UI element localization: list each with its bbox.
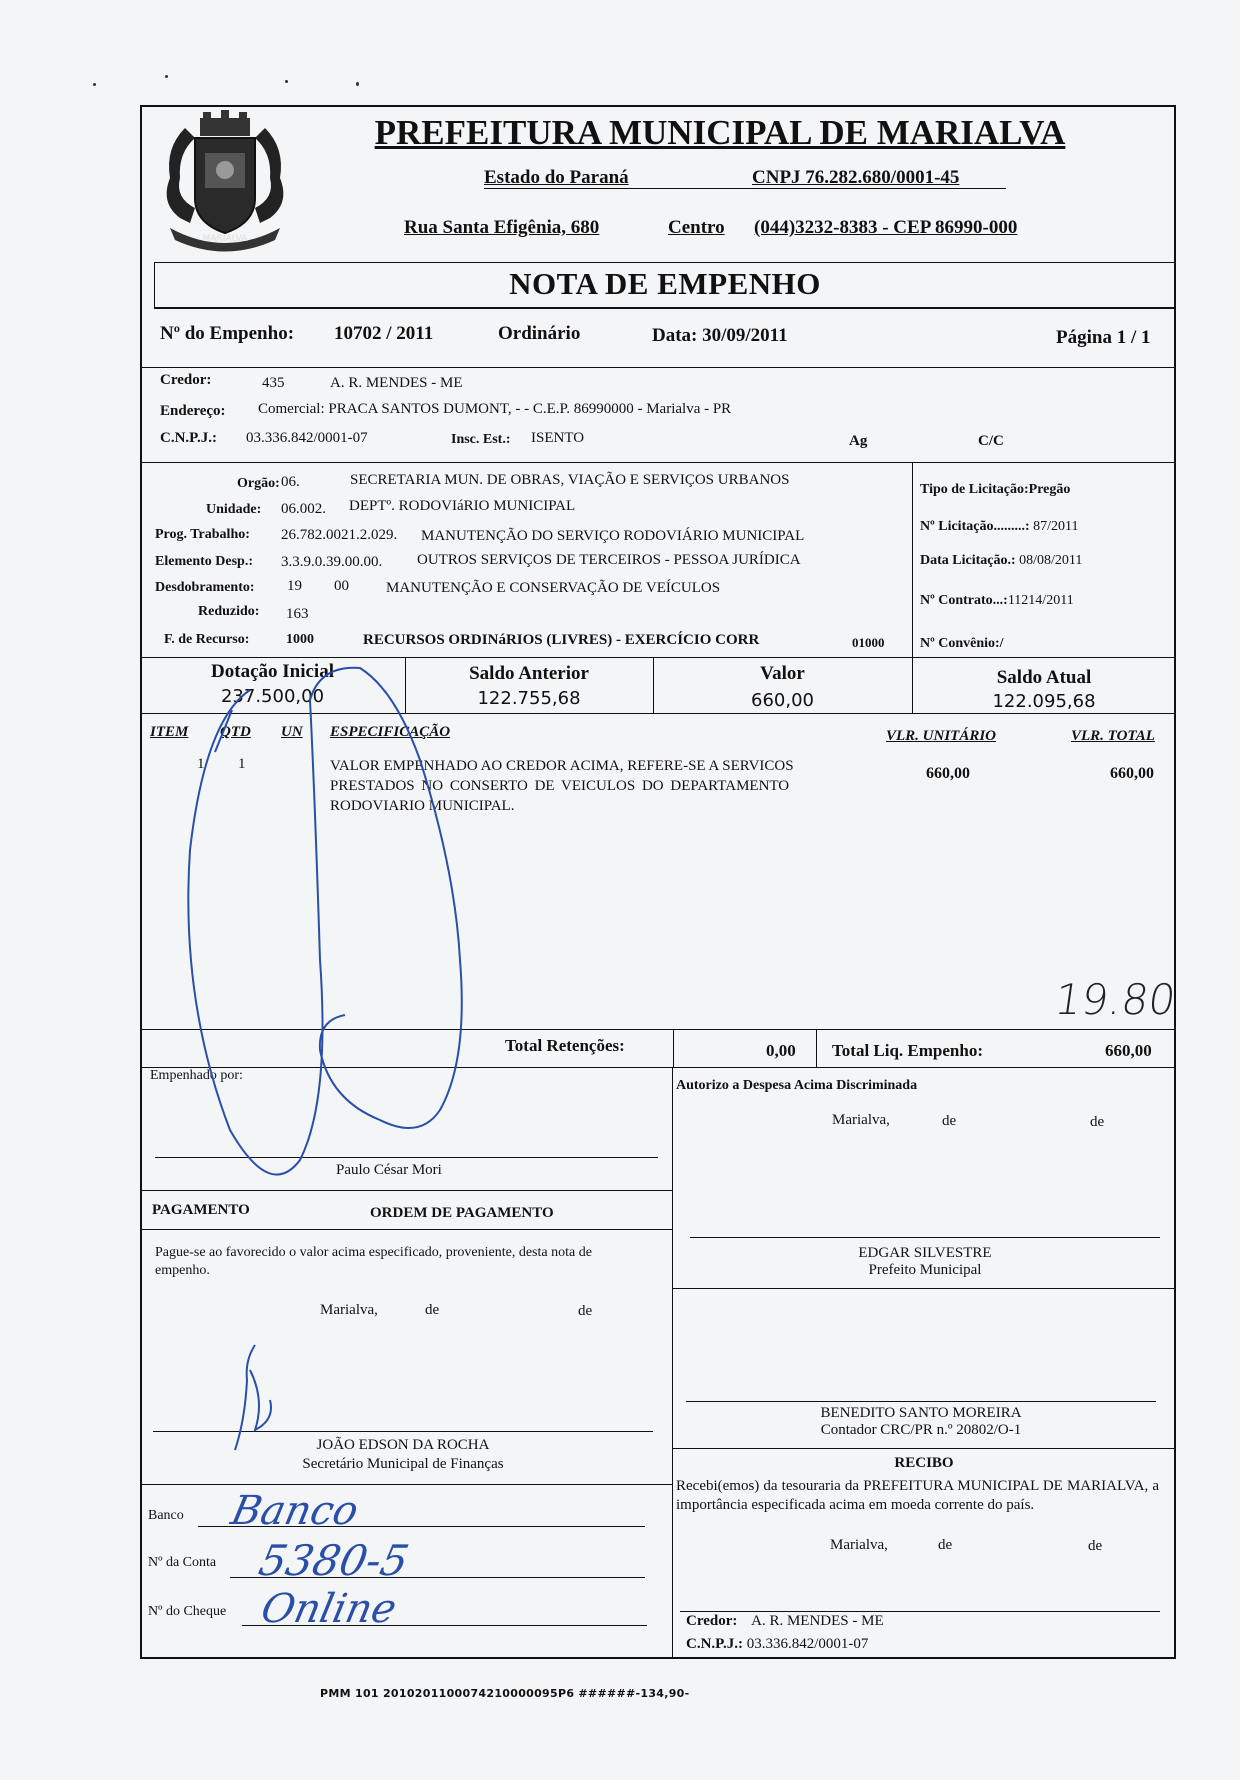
recurso-number: 01000 — [852, 635, 885, 650]
pagamento-label: PAGAMENTO — [152, 1202, 250, 1218]
coat-of-arms-icon — [150, 108, 300, 256]
autorizo-de: de — [1090, 1114, 1105, 1130]
cheque-handwritten: Online — [257, 1586, 401, 1632]
unidade-code: 06.002. — [281, 501, 326, 517]
pagamento-de: de — [578, 1303, 593, 1319]
licitacao-num-value: 87/2011 — [1033, 519, 1079, 534]
empenho-label: Nº do Empenho: — [160, 323, 295, 344]
speck — [93, 83, 96, 86]
divider — [140, 713, 1176, 714]
item-total: 660,00 — [1110, 765, 1154, 782]
saldo-atual-value: 122.095,68 — [992, 691, 1096, 712]
credor-name: A. R. MENDES - ME — [330, 375, 463, 391]
desdobramento-a: 19 — [287, 578, 302, 594]
footer-code: PMM 101 2010201100074210000095P6 ######-134,90- — [320, 1687, 690, 1700]
autorizo-de: de — [942, 1113, 957, 1129]
recibo-cnpj-value: 03.336.842/0001-07 — [746, 1636, 869, 1652]
orgao-code: 06. — [281, 474, 300, 490]
recibo-city: Marialva, — [830, 1537, 888, 1553]
col-spec: ESPECIFICAÇÃO — [330, 724, 451, 740]
recurso-code: 1000 — [286, 632, 314, 647]
autorizo-label: Autorizo a Despesa Acima Discriminada — [676, 1078, 918, 1093]
item-qty: 1 — [238, 756, 246, 772]
saldo-anterior-value: 122.755,68 — [477, 688, 581, 709]
signature-line — [690, 1237, 1160, 1238]
recibo-title: RECIBO — [894, 1455, 954, 1471]
retencoes-label: Total Retenções: — [505, 1036, 625, 1055]
pen-stroke — [235, 1345, 271, 1450]
licitacao-data-value: 08/08/2011 — [1019, 553, 1083, 568]
secretario-name: JOÃO EDSON DA ROCHA — [316, 1437, 490, 1453]
reduzido-value: 163 — [286, 606, 309, 622]
saldo-atual-label: Saldo Atual — [996, 667, 1092, 688]
secretario-signature — [225, 1340, 345, 1460]
elemento-value: OUTROS SERVIÇOS DE TERCEIROS - PESSOA JURÍDICA — [417, 552, 801, 568]
divider — [140, 1190, 672, 1191]
elemento-label: Elemento Desp.: — [155, 554, 253, 569]
endereco-label: Endereço: — [160, 403, 226, 419]
licitacao-data-label: Data Licitação.: — [920, 553, 1016, 568]
empenhado-label: Empenhado por: — [150, 1068, 243, 1083]
liq-value: 660,00 — [1105, 1041, 1152, 1060]
divider — [154, 307, 1176, 309]
divider — [140, 1067, 1176, 1068]
divider — [912, 462, 913, 658]
speck — [285, 80, 288, 83]
licitacao-convenio: Nº Convênio:/ — [920, 636, 1004, 651]
conta-label: Nº da Conta — [148, 1555, 217, 1570]
col-qtd: QTD — [220, 724, 251, 740]
prog-code: 26.782.0021.2.029. — [281, 527, 398, 543]
divider — [140, 1029, 1176, 1030]
elemento-code: 3.3.9.0.39.00.00. — [281, 554, 383, 570]
contador-name: BENEDITO SANTO MOREIRA — [820, 1405, 1022, 1421]
prefeito-role: Prefeito Municipal — [868, 1262, 982, 1278]
recibo-text: Recebi(emos) da tesouraria da PREFEITURA MUNICIPAL DE MARIALVA, a importância especificada acima em moeda corrente do país. — [676, 1478, 1159, 1513]
prog-value: MANUTENÇÃO DO SERVIÇO RODOVIÁRIO MUNICIPAL — [421, 528, 805, 544]
col-item: ITEM — [150, 724, 189, 740]
licitacao-tipo — [920, 482, 1070, 498]
licitacao-contrato-value: 11214/2011 — [1007, 593, 1074, 608]
desdobramento-value: MANUTENÇÃO E CONSERVAÇÃO DE VEÍCULOS — [386, 580, 721, 596]
empenho-type: Ordinário — [498, 323, 581, 344]
unidade-value: DEPTº. RODOVIáRIO MUNICIPAL — [349, 498, 576, 514]
insc-label: Insc. Est.: — [451, 432, 511, 447]
reduzido-label: Reduzido: — [198, 604, 260, 619]
valor-value: 660,00 — [751, 690, 814, 711]
item-number: 1 — [197, 756, 205, 772]
pagamento-text: Pague-se ao favorecido o valor acima especificado, proveniente, desta nota de empenho. — [155, 1245, 592, 1278]
speck — [356, 82, 359, 86]
licitacao-num-label: Nº Licitação.........: — [920, 519, 1030, 534]
autorizo-city: Marialva, — [832, 1112, 890, 1128]
banco-handwritten: Banco — [227, 1488, 363, 1534]
divider — [673, 1029, 674, 1068]
licitacao-tipo-label: Tipo de Licitação: — [920, 482, 1029, 497]
divider — [140, 462, 1176, 463]
empenhado-name: Paulo César Mori — [336, 1162, 442, 1178]
divider — [154, 262, 1176, 263]
speck — [165, 75, 168, 78]
cc-label: C/C — [978, 433, 1004, 449]
retencoes-value: 0,00 — [766, 1041, 796, 1060]
cnpj-label: CNPJ 76.282.680/0001-45 — [752, 167, 960, 188]
licitacao-contrato — [920, 593, 1074, 609]
empenho-date: Data: 30/09/2011 — [652, 325, 788, 346]
document-title: NOTA DE EMPENHO — [509, 266, 821, 301]
recibo-cnpj — [686, 1636, 868, 1653]
divider — [672, 1288, 1176, 1289]
recibo-de: de — [938, 1537, 953, 1553]
credor-label: Credor: — [160, 372, 212, 388]
licitacao-tipo-value: Pregão — [1028, 482, 1071, 497]
orgao-label: Orgão: — [237, 476, 280, 491]
page-title: PREFEITURA MUNICIPAL DE MARIALVA — [374, 113, 1066, 152]
empenho-number: 10702 / 2011 — [334, 323, 434, 344]
licitacao-num — [920, 519, 1078, 535]
dotacao-value: 237.500,00 — [220, 686, 325, 707]
divider — [140, 657, 1176, 658]
valor-label: Valor — [760, 663, 805, 684]
liq-label: Total Liq. Empenho: — [832, 1041, 983, 1060]
secretario-role: Secretário Municipal de Finanças — [302, 1456, 504, 1472]
item-unit-price: 660,00 — [926, 765, 970, 782]
recurso-label: F. de Recurso: — [164, 632, 250, 647]
col-unit-price: VLR. UNITÁRIO — [886, 728, 997, 744]
divider — [672, 1448, 1176, 1449]
recurso-value: RECURSOS ORDINáRIOS (LIVRES) - EXERCÍCIO CORR — [363, 632, 760, 648]
cheque-label: Nº do Cheque — [148, 1604, 227, 1619]
desdobramento-b: 00 — [334, 578, 349, 594]
recibo-cnpj-label: C.N.P.J.: — [686, 1636, 743, 1652]
ordem-label: ORDEM DE PAGAMENTO — [370, 1205, 554, 1221]
col-total: VLR. TOTAL — [1071, 728, 1155, 744]
insc-value: ISENTO — [531, 430, 585, 446]
item-spec-line: RODOVIARIO MUNICIPAL. — [330, 798, 515, 814]
recibo-credor-value: A. R. MENDES - ME — [751, 1613, 884, 1629]
licitacao-data — [920, 553, 1082, 569]
handwritten-note: 19.80 — [1051, 975, 1179, 1024]
item-spec-line: PRESTADOS NO CONSERTO DE VEICULOS DO DEPARTAMENTO — [330, 778, 790, 794]
unidade-label: Unidade: — [206, 502, 262, 517]
pagamento-de: de — [425, 1302, 440, 1318]
desdobramento-label: Desdobramento: — [155, 580, 255, 595]
ag-label: Ag — [849, 433, 868, 449]
banco-label: Banco — [148, 1508, 184, 1523]
phone-cep-label: (044)3232-8383 - CEP 86990-000 — [754, 217, 1018, 238]
dotacao-label: Dotação Inicial — [211, 661, 334, 682]
pagamento-city: Marialva, — [320, 1302, 378, 1318]
street-label: Rua Santa Efigênia, 680 — [404, 217, 600, 238]
signature-line — [155, 1157, 658, 1158]
divider — [140, 1229, 672, 1230]
page-number: Página 1 / 1 — [1056, 327, 1151, 348]
signature-line — [686, 1401, 1156, 1402]
recibo-de: de — [1088, 1538, 1103, 1554]
divider — [140, 1484, 672, 1485]
prog-label: Prog. Trabalho: — [155, 527, 250, 542]
divider — [140, 367, 1176, 368]
district-label: Centro — [668, 217, 725, 238]
municipal-crest — [150, 108, 300, 256]
recibo-credor-label: Credor: — [686, 1613, 738, 1629]
saldo-anterior-label: Saldo Anterior — [469, 663, 589, 684]
recibo-credor — [686, 1613, 884, 1630]
credor-code: 435 — [262, 375, 285, 391]
signature-line — [680, 1611, 1160, 1612]
svg-text:MARIALVA: MARIALVA — [202, 234, 248, 244]
item-spec-line: VALOR EMPENHADO AO CREDOR ACIMA, REFERE-SE A SERVICOS — [330, 758, 794, 774]
cnpj-label: C.N.P.J.: — [160, 430, 217, 446]
cnpj-value: 03.336.842/0001-07 — [246, 430, 368, 446]
orgao-value: SECRETARIA MUN. DE OBRAS, VIAÇÃO E SERVIÇOS URBANOS — [350, 472, 790, 488]
divider — [816, 1029, 817, 1068]
conta-handwritten: 5380-5 — [254, 1536, 414, 1585]
state-label: Estado do Paraná — [484, 167, 629, 188]
contador-role: Contador CRC/PR n.º 20802/O-1 — [820, 1422, 1022, 1438]
licitacao-contrato-label: Nº Contrato...: — [920, 593, 1008, 608]
prefeito-name: EDGAR SILVESTRE — [858, 1245, 992, 1261]
divider — [672, 1067, 673, 1659]
col-un: UN — [281, 724, 303, 740]
endereco-value: Comercial: PRACA SANTOS DUMONT, - - C.E.P. 86990000 - Marialva - PR — [258, 401, 732, 417]
